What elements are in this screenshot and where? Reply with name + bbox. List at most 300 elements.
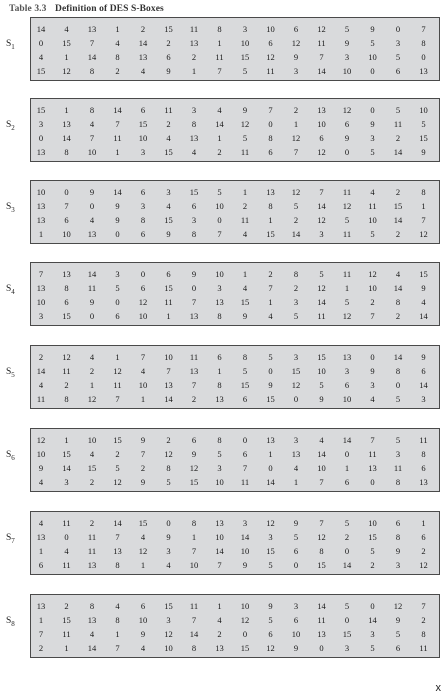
table-cell: 4 (38, 477, 44, 487)
table-cell: 8 (217, 380, 222, 390)
table-cell: 8 (191, 643, 197, 653)
table-cell: 13 (419, 66, 428, 76)
table-cell: 12 (62, 352, 71, 362)
table-cell: 7 (421, 601, 426, 611)
table-row (31, 600, 439, 612)
table-cell: 11 (317, 38, 326, 48)
table-cell: 2 (140, 24, 146, 34)
table-cell: 3 (370, 380, 375, 390)
table-row (31, 462, 439, 474)
table-cell: 10 (36, 187, 46, 197)
table-cell: 5 (166, 477, 171, 487)
table-cell: 8 (115, 560, 120, 570)
table-cell: 9 (242, 311, 248, 321)
table-cell: 0 (268, 119, 273, 129)
table-cell: 6 (191, 201, 197, 211)
table-cell: 5 (370, 38, 375, 48)
table-cell: 7 (319, 477, 324, 487)
table-row (31, 186, 439, 198)
table-cell: 9 (140, 477, 146, 487)
table-cell: 12 (138, 297, 148, 307)
table-cell: 8 (191, 518, 197, 528)
table-cell: 13 (317, 105, 326, 115)
table-cell: 3 (395, 38, 401, 48)
table-cell: 14 (419, 311, 428, 321)
table-cell: 11 (215, 52, 224, 62)
table-cell: 4 (242, 283, 248, 293)
table-cell: 9 (166, 532, 171, 542)
close-icon[interactable]: x (435, 682, 441, 694)
sbox-label: $S_6$ (6, 450, 15, 462)
table-cell: 3 (293, 66, 299, 76)
table-cell: 2 (293, 283, 299, 293)
table-cell: 6 (268, 147, 273, 157)
table-cell: 15 (317, 560, 326, 570)
sbox-label: $S_4$ (6, 284, 15, 296)
table-cell: 2 (242, 201, 248, 211)
table-cell: 11 (419, 643, 428, 653)
table-cell: 1 (64, 52, 69, 62)
table-cell: 0 (344, 615, 350, 625)
table-cell: 2 (421, 546, 426, 556)
table-cell: 6 (421, 366, 426, 376)
table-cell: 11 (87, 546, 97, 556)
table-cell: 9 (344, 133, 350, 143)
table-cell: 14 (368, 615, 377, 625)
table-cell: 4 (115, 601, 120, 611)
table-cell: 4 (191, 147, 197, 157)
table-cell: 0 (319, 643, 324, 653)
table-cell: 5 (319, 380, 324, 390)
table-cell: 2 (421, 615, 426, 625)
table-cell: 14 (317, 449, 326, 459)
table-caption (9, 4, 164, 14)
table-cell: 11 (317, 311, 326, 321)
table-cell: 13 (138, 52, 148, 62)
table-cell: 12 (62, 66, 71, 76)
table-cell: 13 (189, 311, 199, 321)
table-cell: 11 (189, 352, 199, 362)
table-row (31, 393, 439, 405)
table-cell: 15 (393, 201, 403, 211)
table-cell: 14 (342, 560, 352, 570)
table-cell: 6 (140, 283, 146, 293)
table-cell: 4 (38, 518, 44, 528)
table-cell: 2 (217, 147, 222, 157)
table-cell: 8 (293, 269, 299, 279)
table-cell: 4 (370, 187, 375, 197)
table-cell: 3 (217, 283, 222, 293)
table-cell: 5 (293, 311, 299, 321)
table-cell: 8 (217, 435, 222, 445)
table-cell: 10 (138, 380, 148, 390)
table-cell: 12 (317, 147, 326, 157)
table-cell: 9 (268, 380, 273, 390)
table-cell: 4 (89, 629, 95, 639)
table-cell: 3 (370, 133, 375, 143)
table-cell: 10 (36, 297, 46, 307)
table-cell: 4 (140, 366, 146, 376)
table-cell: 7 (64, 201, 69, 211)
table-row (31, 434, 439, 446)
table-cell: 9 (421, 147, 426, 157)
table-cell: 15 (189, 187, 199, 197)
table-cell: 13 (87, 560, 97, 570)
table-cell: 11 (164, 297, 173, 307)
table-cell: 15 (266, 546, 275, 556)
table-cell: 6 (64, 297, 69, 307)
table-cell: 11 (113, 380, 122, 390)
table-cell: 13 (36, 532, 46, 542)
table-row (31, 559, 439, 571)
table-cell: 4 (38, 380, 44, 390)
table-cell: 10 (215, 269, 224, 279)
table-cell: 2 (166, 119, 171, 129)
table-cell: 3 (395, 449, 401, 459)
sbox-5 (0, 345, 447, 409)
table-cell: 5 (242, 133, 248, 143)
table-cell: 3 (166, 615, 171, 625)
table-cell: 9 (370, 366, 375, 376)
table-cell: 6 (166, 52, 171, 62)
table-cell: 10 (317, 119, 326, 129)
sbox-grid (30, 180, 440, 244)
table-cell: 15 (36, 66, 46, 76)
sbox-label: $S_2$ (6, 120, 15, 132)
table-row (31, 104, 439, 116)
table-cell: 10 (164, 643, 173, 653)
table-cell: 6 (344, 477, 350, 487)
table-cell: 1 (242, 187, 248, 197)
table-cell: 14 (317, 66, 326, 76)
table-cell: 11 (62, 366, 71, 376)
table-cell: 6 (166, 269, 171, 279)
table-cell: 5 (217, 449, 222, 459)
table-cell: 13 (189, 38, 199, 48)
table-cell: 13 (62, 119, 71, 129)
table-cell: 11 (368, 449, 377, 459)
table-cell: 15 (266, 394, 275, 404)
table-cell: 10 (240, 38, 250, 48)
table-cell: 7 (421, 24, 426, 34)
table-cell: 0 (140, 269, 146, 279)
table-cell: 8 (217, 311, 222, 321)
table-cell: 12 (266, 52, 275, 62)
table-cell: 1 (166, 311, 171, 321)
table-cell: 8 (64, 394, 69, 404)
table-cell: 3 (166, 187, 171, 197)
table-cell: 7 (38, 269, 44, 279)
table-cell: 14 (291, 229, 301, 239)
table-cell: 2 (370, 560, 375, 570)
table-cell: 4 (166, 133, 171, 143)
table-cell: 5 (370, 546, 375, 556)
table-cell: 6 (395, 518, 401, 528)
table-cell: 0 (64, 532, 69, 542)
table-cell: 11 (342, 187, 352, 197)
table-cell: 12 (189, 463, 199, 473)
table-cell: 7 (319, 518, 324, 528)
table-cell: 8 (89, 66, 95, 76)
table-cell: 3 (319, 229, 324, 239)
table-cell: 15 (36, 105, 46, 115)
table-cell: 7 (191, 615, 197, 625)
table-cell: 0 (89, 311, 95, 321)
table-cell: 7 (217, 229, 222, 239)
table-cell: 5 (242, 366, 248, 376)
table-row (31, 379, 439, 391)
table-cell: 15 (240, 52, 250, 62)
table-cell: 7 (140, 352, 146, 362)
table-cell: 11 (62, 518, 71, 528)
table-cell: 6 (268, 38, 273, 48)
table-cell: 0 (395, 24, 401, 34)
table-cell: 3 (421, 394, 426, 404)
table-cell: 2 (395, 229, 401, 239)
table-cell: 12 (113, 477, 122, 487)
table-cell: 5 (115, 283, 120, 293)
table-cell: 0 (191, 283, 197, 293)
sbox-2 (0, 98, 447, 162)
table-cell: 8 (217, 24, 222, 34)
sbox-grid (30, 428, 440, 492)
table-cell: 0 (395, 380, 401, 390)
table-cell: 10 (138, 311, 148, 321)
table-cell: 2 (268, 269, 273, 279)
table-cell: 10 (317, 463, 326, 473)
table-cell: 12 (291, 38, 301, 48)
table-cell: 12 (138, 546, 148, 556)
table-cell: 10 (317, 366, 326, 376)
table-cell: 7 (115, 643, 120, 653)
table-row (31, 200, 439, 212)
table-cell: 9 (370, 24, 375, 34)
table-cell: 9 (140, 435, 146, 445)
table-cell: 11 (36, 394, 46, 404)
table-cell: 4 (38, 52, 44, 62)
table-cell: 15 (164, 283, 173, 293)
table-cell: 15 (62, 449, 71, 459)
table-cell: 4 (140, 66, 146, 76)
table-row (31, 351, 439, 363)
table-cell: 1 (115, 352, 120, 362)
table-cell: 8 (421, 38, 426, 48)
table-cell: 6 (319, 133, 324, 143)
table-cell: 5 (293, 532, 299, 542)
sbox-8 (0, 594, 447, 658)
table-cell: 0 (217, 215, 222, 225)
table-cell: 2 (191, 52, 197, 62)
table-cell: 7 (268, 283, 273, 293)
table-cell: 13 (215, 394, 224, 404)
table-cell: 0 (421, 52, 426, 62)
table-cell: 3 (38, 119, 44, 129)
table-cell: 7 (268, 105, 273, 115)
table-cell: 0 (64, 187, 69, 197)
table-cell: 13 (87, 24, 97, 34)
table-cell: 3 (64, 477, 69, 487)
table-cell: 5 (268, 352, 273, 362)
table-cell: 14 (240, 532, 250, 542)
table-cell: 9 (89, 187, 95, 197)
table-row (31, 614, 439, 626)
table-cell: 4 (89, 215, 95, 225)
table-cell: 10 (62, 229, 71, 239)
table-cell: 0 (115, 297, 120, 307)
table-cell: 1 (38, 615, 44, 625)
table-cell: 14 (113, 105, 122, 115)
table-cell: 5 (242, 66, 248, 76)
table-cell: 7 (89, 38, 95, 48)
table-cell: 1 (293, 477, 299, 487)
table-cell: 2 (370, 297, 375, 307)
table-cell: 2 (293, 215, 299, 225)
table-cell: 12 (368, 269, 377, 279)
table-cell: 14 (393, 147, 403, 157)
table-cell: 3 (293, 352, 299, 362)
table-cell: 3 (344, 643, 350, 653)
sbox-7 (0, 511, 447, 575)
table-cell: 1 (38, 229, 44, 239)
table-cell: 14 (317, 297, 326, 307)
table-cell: 0 (242, 629, 248, 639)
table-cell: 9 (140, 629, 146, 639)
table-cell: 13 (36, 215, 46, 225)
table-cell: 4 (421, 297, 426, 307)
table-cell: 13 (113, 546, 122, 556)
table-cell: 13 (87, 229, 97, 239)
table-cell: 4 (319, 435, 324, 445)
table-cell: 6 (140, 105, 146, 115)
table-cell: 11 (317, 615, 326, 625)
table-number: Table 3.3 (9, 4, 47, 14)
table-cell: 4 (140, 643, 146, 653)
table-cell: 15 (113, 435, 122, 445)
table-cell: 0 (38, 38, 44, 48)
table-cell: 14 (164, 394, 173, 404)
table-cell: 10 (342, 394, 352, 404)
table-cell: 8 (140, 215, 146, 225)
table-cell: 9 (191, 269, 197, 279)
table-row (31, 228, 439, 240)
table-cell: 10 (164, 352, 173, 362)
table-cell: 14 (36, 366, 46, 376)
table-cell: 1 (242, 269, 248, 279)
table-cell: 15 (342, 629, 352, 639)
table-cell: 2 (395, 187, 401, 197)
table-cell: 1 (421, 518, 426, 528)
table-cell: 12 (291, 133, 301, 143)
table-cell: 3 (191, 105, 197, 115)
table-cell: 1 (64, 435, 69, 445)
table-cell: 8 (89, 601, 95, 611)
table-cell: 9 (242, 105, 248, 115)
table-cell: 14 (215, 546, 224, 556)
table-cell: 10 (419, 105, 428, 115)
table-cell: 11 (62, 560, 71, 570)
table-cell: 10 (189, 560, 199, 570)
table-cell: 6 (64, 215, 69, 225)
table-cell: 8 (115, 615, 120, 625)
table-cell: 12 (266, 643, 275, 653)
table-cell: 12 (36, 435, 46, 445)
table-cell: 5 (370, 229, 375, 239)
table-cell: 2 (38, 643, 44, 653)
table-cell: 9 (166, 66, 171, 76)
table-cell: 3 (395, 560, 401, 570)
table-cell: 4 (89, 449, 95, 459)
table-cell: 6 (293, 546, 299, 556)
sbox-label: $S_3$ (6, 202, 15, 214)
table-row (31, 628, 439, 640)
table-cell: 3 (370, 629, 375, 639)
table-cell: 5 (395, 105, 401, 115)
table-cell: 5 (395, 52, 401, 62)
table-row (31, 282, 439, 294)
table-cell: 2 (395, 133, 401, 143)
table-cell: 9 (421, 283, 426, 293)
table-cell: 14 (419, 380, 428, 390)
table-cell: 15 (240, 643, 250, 653)
table-cell: 7 (166, 366, 171, 376)
table-cell: 11 (240, 215, 250, 225)
table-cell: 10 (240, 601, 250, 611)
table-row (31, 146, 439, 158)
sbox-grid (30, 262, 440, 326)
table-cell: 13 (317, 629, 326, 639)
table-cell: 2 (344, 532, 350, 542)
table-cell: 14 (189, 629, 199, 639)
sbox-4 (0, 262, 447, 326)
table-cell: 9 (89, 297, 95, 307)
table-cell: 14 (393, 283, 403, 293)
table-cell: 0 (293, 394, 299, 404)
table-cell: 1 (115, 629, 120, 639)
table-cell: 4 (166, 560, 171, 570)
table-cell: 14 (36, 24, 46, 34)
table-row (31, 310, 439, 322)
table-cell: 4 (217, 105, 222, 115)
table-title: Definition of DES S-Boxes (55, 4, 164, 14)
table-cell: 8 (395, 366, 401, 376)
table-cell: 2 (293, 105, 299, 115)
table-row (31, 296, 439, 308)
table-cell: 6 (395, 643, 401, 653)
table-cell: 7 (115, 119, 120, 129)
table-cell: 3 (140, 201, 146, 211)
table-cell: 1 (115, 24, 120, 34)
table-cell: 12 (419, 229, 428, 239)
table-cell: 10 (342, 66, 352, 76)
table-cell: 12 (164, 629, 173, 639)
table-cell: 13 (164, 380, 173, 390)
table-cell: 4 (89, 352, 95, 362)
table-cell: 13 (189, 366, 199, 376)
table-cell: 0 (370, 352, 375, 362)
table-cell: 7 (319, 187, 324, 197)
table-cell: 14 (62, 463, 71, 473)
table-cell: 8 (395, 297, 401, 307)
table-cell: 1 (217, 366, 222, 376)
table-cell: 7 (191, 546, 197, 556)
table-cell: 1 (217, 601, 222, 611)
table-cell: 5 (115, 463, 120, 473)
table-cell: 10 (266, 24, 275, 34)
table-cell: 12 (291, 187, 301, 197)
table-cell: 12 (342, 201, 352, 211)
table-cell: 6 (140, 187, 146, 197)
table-cell: 14 (266, 477, 275, 487)
